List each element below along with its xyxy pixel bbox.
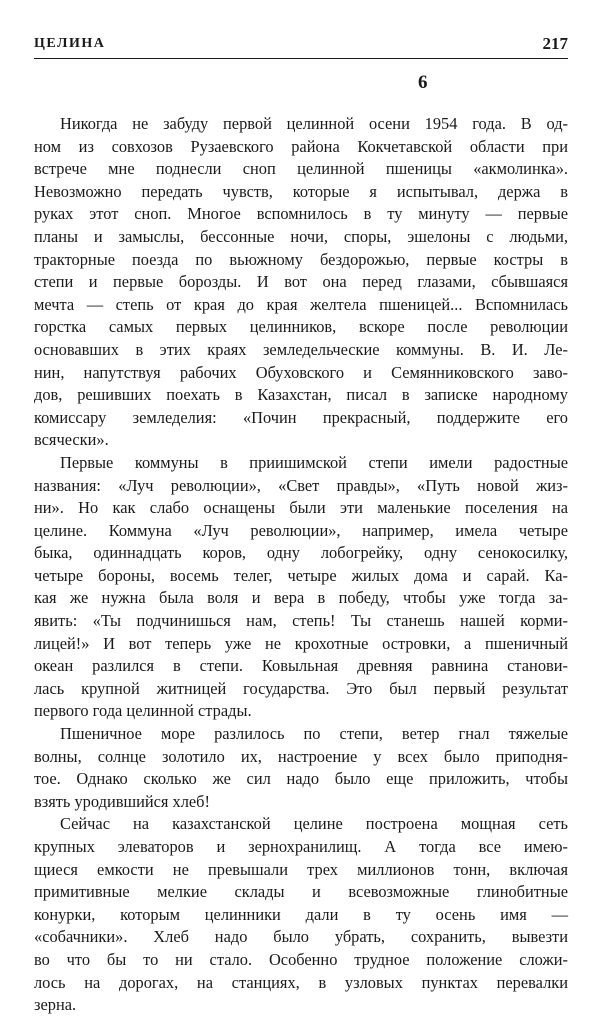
text-line: зерна.	[34, 995, 77, 1015]
text-line: четыре бороны, восемь телег, четыре жилых дома и сарай. Ка-	[34, 565, 568, 585]
text-line: «собачники». Хлеб надо было убрать, сохранить, вывезти	[34, 927, 568, 947]
text-line: мечта — степь от края до края желтела пшеницей... Вспомнилась	[34, 294, 568, 314]
text-line: названия: «Луч революции», «Свет правды», «Путь новой жиз-	[34, 475, 568, 495]
text-line: Сейчас на казахстанской целине построена мощная сеть	[60, 814, 568, 834]
running-head	[34, 34, 568, 56]
text-line: горстка самых первых целинников, вскоре после революции	[34, 317, 568, 337]
text-line: явить: «Ты подчинишься нам, степь! Ты станешь нашей корми-	[34, 611, 568, 631]
text-line: первого года целинной страды.	[34, 701, 252, 721]
paragraph	[34, 452, 568, 723]
text-line: конурки, которым целинники дали в ту осень имя —	[34, 904, 568, 924]
text-line: комиссару земледелия: «Почин прекрасный, поддержите его	[34, 407, 568, 427]
text-line: ни». Но как слабо оснащены были эти маленькие поселения на	[34, 498, 568, 518]
text-line: Никогда не забуду первой целинной осени 1954 года. В од-	[60, 114, 568, 133]
body-text	[34, 113, 568, 1017]
chapter-number: 6	[418, 72, 428, 93]
text-line: нин, напутствуя рабочих Обуховского и Семянниковского заво-	[34, 362, 568, 382]
text-line: Первые коммуны в приишимской степи имели радостные	[60, 452, 568, 472]
text-line: тое. Однако сколько же сил надо было еще приложить, чтобы	[34, 769, 568, 789]
page-number: 217	[542, 34, 568, 53]
text-line: планы и замыслы, бессонные ночи, споры, эшелоны с людьми,	[34, 226, 568, 246]
text-line: лась крупной житницей государства. Это был первый результат	[34, 678, 568, 698]
text-line: основавших в этих краях земледельческие коммуны. В. И. Ле-	[34, 339, 568, 359]
paragraph	[34, 723, 568, 813]
text-line: целине. Коммуна «Луч революции», например, имела четыре	[34, 520, 568, 540]
text-line: щиеся емкости не превышали трех миллионов тонн, включая	[34, 859, 568, 879]
paragraph	[34, 113, 568, 452]
text-line: руках этот сноп. Многое вспомнилось в ту минуту — первые	[34, 204, 568, 224]
text-line: волны, солнце золотило их, настроение у всех было приподня-	[34, 746, 568, 766]
running-title: ЦЕЛИНА	[34, 36, 106, 51]
text-line: лось на дорогах, на станциях, в узловых пунктах перевалки	[34, 972, 568, 992]
text-line: крупных элеваторов и зернохранилищ. А тогда все имею-	[34, 837, 568, 856]
text-line: во что бы то ни стало. Особенно трудное положение сложи-	[34, 949, 568, 969]
text-line: степи и первые борозды. И вот она перед глазами, сбывшаяся	[34, 272, 568, 292]
text-line: лицей!» И вот теперь уже не крохотные островки, а пшеничный	[34, 633, 568, 653]
text-line: встрече мне поднесли сноп целинной пшеницы «акмолинка».	[34, 159, 568, 179]
text-line: Пшеничное море разлилось по степи, ветер гнал тяжелые	[60, 724, 568, 744]
text-line: всячески».	[34, 430, 109, 450]
text-line: тракторные поезда по вьюжному бездорожью, первые костры в	[34, 249, 568, 269]
text-line: кая же нужна была воля и вера в победу, чтобы уже тогда за-	[34, 588, 568, 608]
text-line: ном из совхозов Рузаевского района Кокчетавской области при	[34, 136, 568, 156]
text-line: океан разлился в степи. Ковыльная древняя равнина станови-	[34, 656, 568, 676]
text-line: взять уродившийся хлеб!	[34, 791, 210, 811]
text-line: примитивные мелкие склады и всевозможные глинобитные	[34, 882, 568, 902]
text-line: быка, одиннадцать коров, одну лобогрейку, одну сенокосилку,	[34, 543, 568, 563]
text-line: дов, решивших поехать в Казахстан, писал в записке народному	[34, 385, 568, 405]
header-rule	[34, 58, 568, 59]
paragraph	[34, 813, 568, 1016]
text-line: Невозможно передать чувств, которые я испытывал, держа в	[34, 181, 568, 201]
